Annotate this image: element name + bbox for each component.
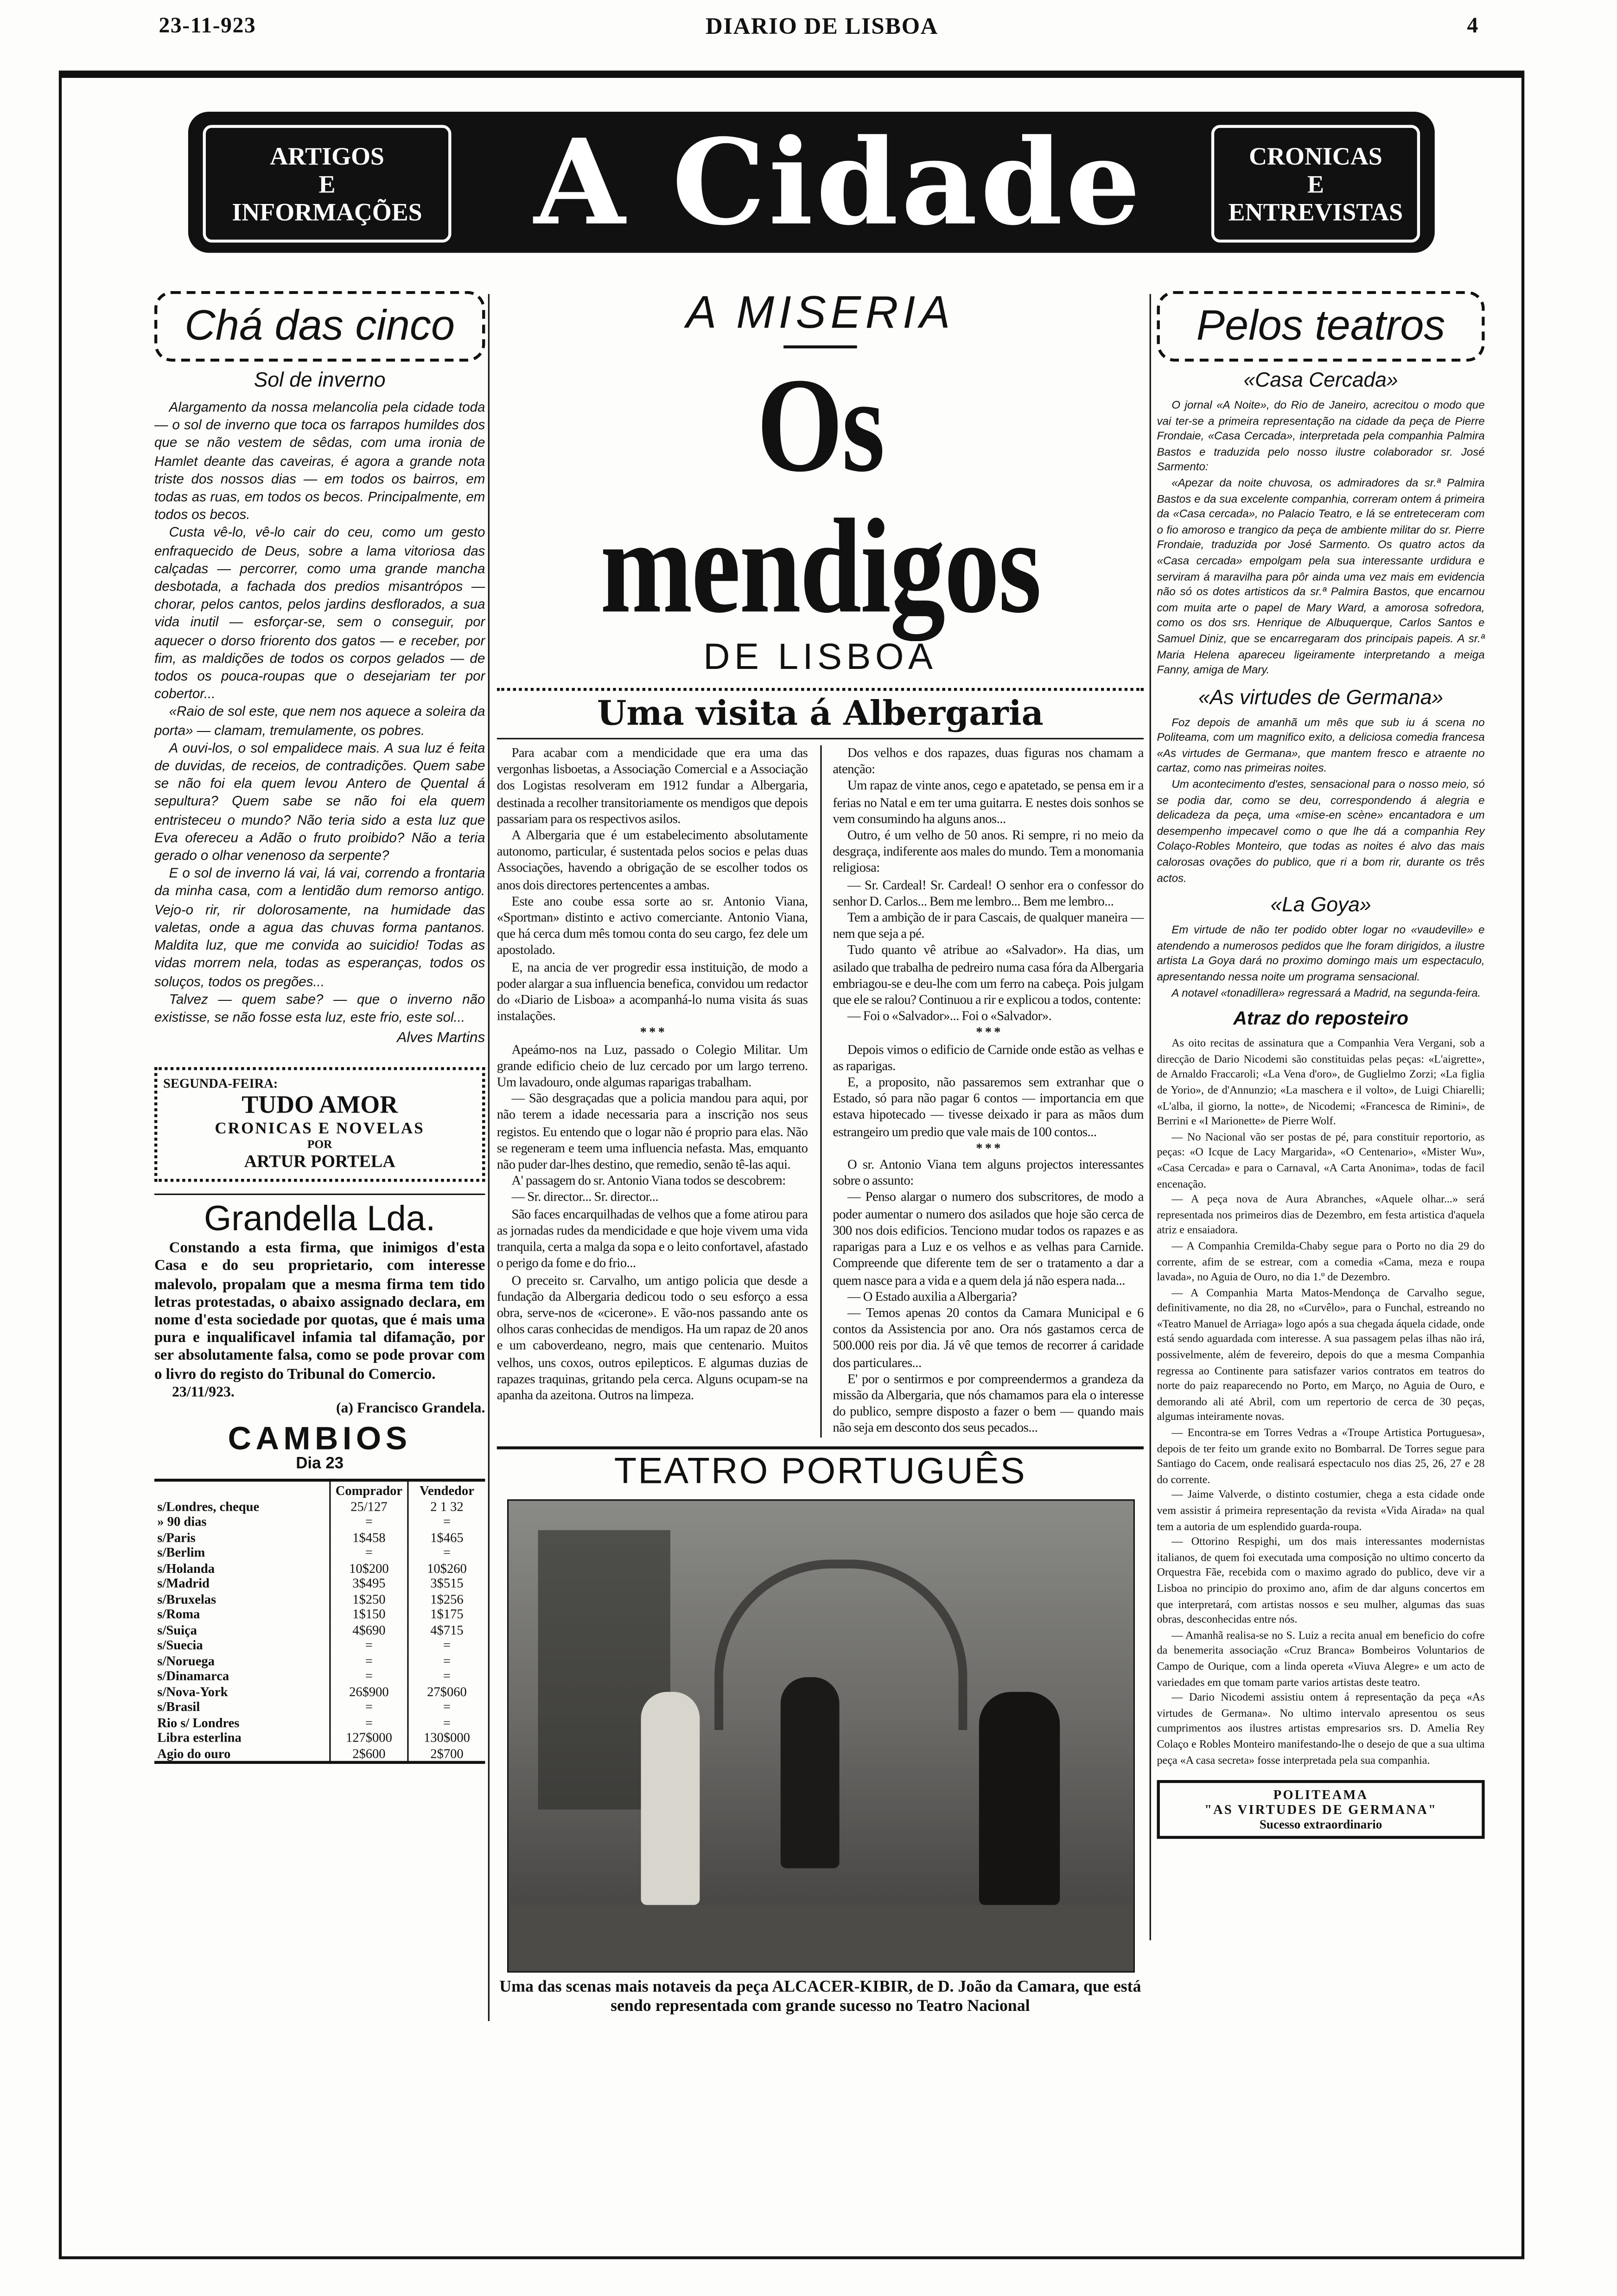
article-kicker: A MISERIA xyxy=(686,286,955,338)
paragraph: — Foi o «Salvador»... Foi o «Salvador». xyxy=(847,1009,1052,1024)
buy-rate-cell: 1$458 xyxy=(330,1530,408,1545)
table-row xyxy=(154,1684,485,1699)
sell-rate-cell: 27$060 xyxy=(408,1684,485,1699)
sell-rate-cell: 1$256 xyxy=(408,1591,485,1607)
currency-cell: s/Nova-York xyxy=(157,1684,228,1699)
center-column xyxy=(497,286,1144,2016)
table-row xyxy=(154,1591,485,1607)
table-row xyxy=(154,1545,485,1560)
section-banner xyxy=(188,112,1435,253)
currency-cell: s/Brasil xyxy=(157,1699,200,1715)
article-body xyxy=(154,398,485,1026)
issue-date: 23-11-923 xyxy=(159,14,256,38)
sell-rate-cell: 4$715 xyxy=(408,1622,485,1638)
table-row xyxy=(154,1715,485,1730)
buy-rate-cell: 4$690 xyxy=(330,1622,408,1638)
section-title: A Cidade xyxy=(534,113,1144,252)
currency-cell: s/Roma xyxy=(157,1607,200,1622)
banner-right-line: CRONICAS xyxy=(1249,141,1382,170)
author: Alves Martins xyxy=(397,1030,485,1047)
paragraph: — Sr. director... Sr. director... xyxy=(511,1189,659,1205)
currency-cell: s/Madrid xyxy=(157,1576,210,1591)
paragraph: — A peça nova de Aura Abranches, «Aquele olhar...» será representada nos primeiros dias de Dezembro, em festa artistica d'aquela atriz e ensaiadora. xyxy=(1157,1192,1485,1237)
table-body xyxy=(154,1499,485,1762)
headline: Os mendigos xyxy=(600,350,1041,641)
news-heading: Atraz do reposteiro xyxy=(1233,1007,1409,1030)
notice-date: 23/11/923. xyxy=(172,1384,235,1401)
divider xyxy=(154,1194,485,1195)
banner-right-line: ENTREVISTAS xyxy=(1228,197,1403,226)
buy-rate-cell: = xyxy=(330,1669,408,1684)
politeama-ad xyxy=(1157,1780,1484,1839)
paragraph: Depois vimos o edificio de Carnide onde estão as velhas e as raparigas. xyxy=(833,1042,1144,1073)
paragraph: — Dario Nicodemi assistiu ontem á representação da peça «As virtudes de Germana». No ultimo intervalo apresentou os seus cumprimentos aos ilustres artistas empresarios srs. D. Amelia Rey Colaço e Robles Monteiro manifestando-lhe o desejo de que a sua ultima peça «A casa secreta» fosse interpretada pela sua companhia. xyxy=(1157,1690,1485,1766)
paragraph: — Jaime Valverde, o distinto costumier, chega a esta cidade onde vem assistir á primeira representação da revista «Vida Airada» na qual tem a autoria de um esplendido guarda-roupa. xyxy=(1157,1488,1485,1533)
paragraph: A' passagem do sr. Antonio Viana todos se descobrem: xyxy=(511,1173,786,1188)
ad-subtitle: CRONICAS E NOVELAS xyxy=(215,1120,425,1138)
divider xyxy=(497,738,1144,739)
banner-left-line: ARTIGOS xyxy=(270,141,384,170)
table-row xyxy=(154,1730,485,1746)
paragraph: «Apezar da noite chuvosa, os admiradores da sr.ª Palmira Bastos e da sua excelente companhia, correram ontem á primeira da «Casa cercada», no Palacio Teatro, e lá se entreteceram com o fio amoroso e trangico da peça de ambiente militar do sr. Pierre Frondaie, traduzida por José Sarmento. Os quatro actos da «Casa cercada» empolgam pela sua interessante urdidura e serviram á maravilha para pôr ainda uma vez mais em evidencia não só os dotes artisticos da sr.ª Palmira Bastos, que encarnou com muita arte o papel de Mary Ward, a amorosa sofredora, como os dos srs. Henrique de Albuquerque, Carlos Santos e Samuel Diniz, que se encarregaram dos principais papeis. A sr.ª Maria Helena apareceu ligeiramente interpretando a meiga Fanny, amiga de Mary. xyxy=(1157,476,1485,676)
photo-caption: Uma das scenas mais notaveis da peça ALCACER-KIBIR, de D. João da Camara, que está sendo representada com grande sucesso no Teatro Nacional xyxy=(499,1978,1141,2015)
table-row xyxy=(154,1746,485,1762)
paragraph: «Raio de sol este, que nem nos aquece a soleira da porta» — clamam, tremulamente, os pobres. xyxy=(154,705,485,738)
paragraph: Este ano coube essa sorte ao sr. Antonio Viana, «Sportman» distinto e activo comerciante. Antonio Viana, que há cerca dum mês tomou conta do seu cargo, fez dele um apostolado. xyxy=(497,893,808,958)
notice-signature: (a) Francisco Grandela. xyxy=(336,1400,485,1417)
paragraph: — Ottorino Respighi, um dos mais interessantes modernistas italianos, de quem foi executada uma composição no ultimo concerto da Orquestra Fãe, recebida com o maximo agrado do publico, deve vir a Lisboa no principio do proximo ano, afim de dar alguns concertos em que interpretará, com artistas nossos e seu mulher, algumas das suas obras, desconhecidas entre nós. xyxy=(1157,1535,1485,1626)
news-body xyxy=(1157,923,1484,1001)
sell-rate-cell: 1$465 xyxy=(408,1530,485,1545)
currency-cell: » 90 dias xyxy=(157,1514,207,1529)
article-columns xyxy=(497,745,1144,1437)
paragraph: E, a proposito, não passaremos sem extranhar que o Estado, só para não pagar 6 contos — importancia em que estava hipotecado — tivesse deixado ir para as mãos dum estrangeiro um predio que vale mais de 100 contos... xyxy=(833,1075,1144,1139)
ad-by: POR xyxy=(307,1138,332,1151)
banner-right-box xyxy=(1211,125,1420,243)
paragraph: O sr. Antonio Viana tem alguns projectos interessantes sobre o assunto: xyxy=(833,1157,1144,1188)
paragraph: — Temos apenas 20 contos da Camara Municipal e 6 contos da Assistencia por ano. Ora nós gastamos cerca de 500.000 reis por dia. Já vê que temos de recorrer á caridade dos particulares... xyxy=(833,1305,1144,1369)
table-row xyxy=(154,1514,485,1530)
column-header: Comprador xyxy=(330,1480,408,1499)
book-ad xyxy=(154,1067,485,1182)
banner-left-box xyxy=(203,125,452,243)
sell-rate-cell: = xyxy=(408,1715,485,1730)
paragraph: Um rapaz de vinte anos, cego e apatetado, se pensa em ir a ferias no Natal e em ter uma guitarra. E nestes dois sonhos se vem consumindo ha alguns anos... xyxy=(833,778,1144,826)
table-row xyxy=(154,1653,485,1668)
photo-floor xyxy=(508,1904,1133,1971)
photo-arch xyxy=(713,1559,966,1730)
article-title: Sol de inverno xyxy=(254,367,386,391)
paragraph: — O Estado auxilia a Albergaria? xyxy=(847,1288,1017,1304)
banner-left-line: INFORMAÇÕES xyxy=(232,197,422,226)
news-body xyxy=(1157,398,1484,679)
currency-cell: s/Berlim xyxy=(157,1545,205,1560)
paragraph: * * * xyxy=(640,1025,665,1040)
paragraph: * * * xyxy=(976,1140,1001,1155)
buy-rate-cell: 25/127 xyxy=(330,1499,408,1514)
news-heading: «As virtudes de Germana» xyxy=(1198,684,1444,708)
paragraph: Foz depois de amanhã um mês que sub iu á scena no Politeama, com um magnifico exito, a deliciosa comedia francesa «As virtudes de Germana», que mantem fresco e atraente no cartaz, como nas primeiras noites. xyxy=(1157,715,1485,776)
currency-cell: s/Suiça xyxy=(157,1622,197,1637)
paragraph: — No Nacional vão ser postas de pé, para constituir reportorio, as peças: «O Icque de Lacy Margarida», «O Centenario», «Mister Wu», «Casa Cercada» e para o Carnaval, «A Carta Anonima», todas de facil encenação. xyxy=(1157,1130,1485,1190)
currency-cell: s/Paris xyxy=(157,1530,196,1545)
paragraph: Talvez — quem sabe? — que o inverno não existisse, se não fosse esta luz, este frio, este sol... xyxy=(154,992,485,1024)
buy-rate-cell: = xyxy=(330,1638,408,1653)
photo-title: TEATRO PORTUGUÊS xyxy=(614,1450,1026,1491)
paragraph: Um acontecimento d'estes, sensacional para o nosso meio, só se podia dar, como se deu, correspondendo á alegria e delicadeza da peça, uma «mise-en scène» encantadora e um desempenho impecavel como o que lhe dá a companhia Rey Colaço-Robles Monteiro, que todas as noites é alvo das mais calorosas ovações do publico, que ri a bom rir, durante os três actos. xyxy=(1157,777,1485,884)
paragraph: — A Companhia Cremilda-Chaby segue para o Porto no dia 29 do corrente, afim de se estrear, com a comedia «Cama, meza e roupa lavada», no Aguia de Ouro, no dia 1.º de Dezembro. xyxy=(1157,1239,1485,1284)
ad-play: "AS VIRTUDES DE GERMANA" xyxy=(1204,1802,1438,1817)
column-rule xyxy=(1150,294,1151,1940)
table-row xyxy=(154,1576,485,1591)
ad-title: TUDO AMOR xyxy=(242,1091,398,1119)
news-heading: «La Goya» xyxy=(1270,892,1371,916)
article-column-1 xyxy=(497,745,808,1437)
divider xyxy=(497,688,1144,691)
currency-cell: s/Holanda xyxy=(157,1560,215,1576)
right-column xyxy=(1157,291,1484,1839)
buy-rate-cell: 26$900 xyxy=(330,1684,408,1699)
news-body xyxy=(1157,715,1484,887)
sell-rate-cell: 1$175 xyxy=(408,1607,485,1622)
cambios-title: CAMBIOS xyxy=(228,1419,412,1456)
paragraph: E o sol de inverno lá vai, lá vai, correndo a frontaria da minha casa, com a lentidão dum remorso antigo. Vejo-o rir, rir dolorosamente, na humidade das valetas, onde a agua das chuvas forma pantanos. Maldita luz, que me convida ao suicidio! Todas as vidas morrem nela, todas as esperanças, todos os soluços, todos os pregões... xyxy=(154,866,485,989)
divider xyxy=(783,345,857,348)
ad-author: ARTUR PORTELA xyxy=(244,1151,395,1172)
headline-secondary: DE LISBOA xyxy=(703,636,937,678)
paragraph: — Penso alargar o numero dos subscritores, de modo a poder aumentar o numero dos asilados que hoje são cerca de 300 nos dois edificios. Tenciono mudar todos os rapazes e as raparigas para a Luz e os velhos e as velhas para Carnide. Compreende que diferente tem de ser o tratamento a dar a quem nasce para a vida e a quem dela já não espera nada... xyxy=(833,1189,1144,1287)
sell-rate-cell: = xyxy=(408,1653,485,1668)
news-heading: «Casa Cercada» xyxy=(1243,367,1398,391)
paragraph: Apeámo-nos na Luz, passado o Colegio Militar. Um grande edificio cheio de luz cercado por um largo terreno. Um lavadouro, onde algumas raparigas trabalham. xyxy=(497,1042,808,1089)
currency-cell: s/Noruega xyxy=(157,1653,215,1668)
currency-cell: Libra esterlina xyxy=(157,1730,242,1745)
table-row xyxy=(154,1530,485,1545)
paragraph: A notavel «tonadillera» regressará a Madrid, na segunda-feira. xyxy=(1171,986,1481,999)
buy-rate-cell: = xyxy=(330,1514,408,1530)
sell-rate-cell: = xyxy=(408,1699,485,1715)
photo-figure xyxy=(640,1691,699,1904)
paragraph: Dos velhos e dos rapazes, duas figuras nos chamam a atenção: xyxy=(833,745,1144,776)
sell-rate-cell: 2$700 xyxy=(408,1746,485,1762)
paragraph: Tem a ambição de ir para Cascais, de qualquer maneira — nem que seja a pé. xyxy=(833,909,1144,941)
subheadline: Uma visita á Albergaria xyxy=(597,693,1044,734)
ad-day: SEGUNDA-FEIRA: xyxy=(163,1076,278,1091)
currency-cell: s/Londres, cheque xyxy=(157,1499,260,1514)
buy-rate-cell: 3$495 xyxy=(330,1576,408,1591)
table-row xyxy=(154,1499,485,1514)
newspaper-name: DIARIO DE LISBOA xyxy=(706,14,938,40)
column-rule xyxy=(488,294,490,2021)
paragraph: O jornal «A Noite», do Rio de Janeiro, acrecitou o modo que vai ter-se a primeira representação na cidade da peça de Pierre Frondaie, «Casa Cercada», interpretada pela companhia Palmira Bastos e traduzida pelo nosso ilustre colaborador sr. José Sarmento: xyxy=(1157,398,1485,474)
paragraph: Alargamento da nossa melancolia pela cidade toda — o sol de inverno que toca os farrapos humildes dos que se não vestem de sêdas, com uma ironia de Hamlet deante das caveiras, é agora a grande nota triste dos nossos dias — em todos os bairros, em todas as ruas, em todos os becos. Principalmente, em todos os becos. xyxy=(154,400,485,522)
currency-cell: s/Dinamarca xyxy=(157,1668,229,1684)
sell-rate-cell: 10$260 xyxy=(408,1561,485,1576)
paragraph: — A Companhia Marta Matos-Mendonça de Carvalho segue, definitivamente, no dia 28, no «Curvêlo», para o Funchal, estreando no «Teatro Manuel de Arriaga» logo após a sua chegada áquela cidade, onde está sendo aguardada com interesse. A sua passagem pelas ilhas não irá, possivelmente, além de fevereiro, depois do que a mesma Companhia regressa ao Continente para satisfazer varios contratos em teatros do norte do paiz reaparecendo no Porto, em Março, no Aguia de Ouro, e demorando ali até Abril, com um repertorio de cerca de 30 peças, algumas inteiramente novas. xyxy=(1157,1285,1485,1424)
buy-rate-cell: 127$000 xyxy=(330,1730,408,1746)
currency-cell: s/Bruxelas xyxy=(157,1591,216,1606)
left-column xyxy=(154,291,485,1764)
buy-rate-cell: 1$150 xyxy=(330,1607,408,1622)
currency-cell: Rio s/ Londres xyxy=(157,1715,240,1730)
column-header xyxy=(154,1480,330,1499)
buy-rate-cell: = xyxy=(330,1715,408,1730)
paragraph: Tudo quanto vê atribue ao «Salvador». Ha dias, um asilado que trabalha de pedreiro numa casa fóra da Albergaria embriagou-se e deu-lhe com um ferro na cabeça. Pois julgam que ele se ralou? Continuou a rir e explicou a todos, contente: xyxy=(833,942,1144,1007)
buy-rate-cell: 2$600 xyxy=(330,1746,408,1762)
notice-title: Grandella Lda. xyxy=(204,1199,436,1240)
paragraph: As oito recitas de assinatura que a Companhia Vera Vergani, sob a direcção de Dario Nicodemi são constituidas pelas peças: «L'aigrette», de Arnaldo Fraccaroli; «La Vena d'oro», de Guglielmo Zorzi; «La figlia de Yorio», de d'Annunzio; «La maschera e il volto», de Luigi Chiarelli; «L'alba, il giorno, la notte», de Nicodemi; «Francesca de Rimini», de Berrini e «I Marionette» de Pierre Wolf. xyxy=(1157,1037,1485,1128)
paragraph: A Albergaria que é um estabelecimento absolutamente autonomo, particular, é sustentada pelos socios e pelas duas Associações, havendo a obrigação de se escolher todos os anos dois directores pertencentes a ambas. xyxy=(497,827,808,892)
buy-rate-cell: 10$200 xyxy=(330,1561,408,1576)
notice-body: Constando a esta firma, que inimigos d'esta Casa e do seu proprietario, com interesse malevolo, propalam que a mesma firma tem tido letras protestadas, o abaixo assignado declara, em nome d'esta sociedade por quotas, que é mais uma pura e inqualificavel infamia tal difamação, por ser absolutamente falsa, como se pode provar com o livro do registo do Tribunal do Comercio. xyxy=(154,1240,485,1383)
paragraph: Em virtude de não ter podido obter logar no «vaudeville» e atendendo a numerosos pedidos que lhe foram dirigidos, a ilustre artista La Goya dará no proximo domingo mais um espectaculo, apresentando nessa noite um programa sensacional. xyxy=(1157,923,1485,984)
column-heading: Chá das cinco xyxy=(154,291,485,362)
sell-rate-cell: 2 1 32 xyxy=(408,1499,485,1514)
paragraph: Custa vê-lo, vê-lo cair do ceu, como um gesto enfraquecido de Deus, sobre a lama vitoriosa das calçadas — percorrer, como uma grande mancha desbotada, a fachada dos predios misantrópos — chorar, pelos cantos, pelos jardins desflorados, a sua vida inutil — esforçar-se, sem o conseguir, por aquecer o dorso friorento dos gatos — e receber, por fim, as maldições de todos os corpos gelados — de todos os pouca-roupas que o desejariam ter por cobertor... xyxy=(154,525,485,702)
currency-cell: s/Suecia xyxy=(157,1638,203,1653)
buy-rate-cell: 1$250 xyxy=(330,1591,408,1607)
buy-rate-cell: = xyxy=(330,1545,408,1560)
cambios-subtitle: Dia 23 xyxy=(296,1455,344,1473)
table-row xyxy=(154,1669,485,1684)
column-rule xyxy=(820,745,821,1437)
theatre-photo xyxy=(506,1499,1134,1972)
sell-rate-cell: = xyxy=(408,1638,485,1653)
sell-rate-cell: = xyxy=(408,1669,485,1684)
article-column-2 xyxy=(833,745,1144,1437)
column-heading: Pelos teatros xyxy=(1157,291,1484,362)
paragraph: — Encontra-se em Torres Vedras a «Troupe Artistica Portuguesa», depois de ter feito um grande exito no Bombarral. De Torres segue para Santiago do Cacem, onde realisará espectaculo nos dias 25, 26, 27 e 28 do corrente. xyxy=(1157,1425,1485,1486)
ad-note: Sucesso extraordinario xyxy=(1259,1817,1382,1832)
theatre-news xyxy=(1157,368,1484,1768)
currency-cell: Agio do ouro xyxy=(157,1746,231,1761)
paragraph: * * * xyxy=(976,1025,1001,1040)
paragraph: — São desgraçadas que a policia mandou para aqui, por não terem a idade necessaria para a inscrição nos seus registos. Eu entendo que o logar não é proprio para elas. Não se regeneram e teem uma influencia nefasta. Mas, emquanto não puder dar-lhes destino, que remedio, senão tê-las aqui. xyxy=(497,1091,808,1172)
sell-rate-cell: = xyxy=(408,1514,485,1530)
column-header: Vendedor xyxy=(408,1480,485,1499)
exchange-rates-table xyxy=(154,1478,485,1764)
paragraph: — Sr. Cardeal! Sr. Cardeal! O senhor era o confessor do senhor D. Carlos... Bem me lembro... Bem me lembro... xyxy=(833,877,1144,909)
table-row xyxy=(154,1638,485,1653)
table-row xyxy=(154,1622,485,1638)
paragraph: Outro, é um velho de 50 anos. Ri sempre, ri no meio da desgraça, indiferente aos males do mundo. Tem a monomania religiosa: xyxy=(833,827,1144,876)
page-number: 4 xyxy=(1467,14,1479,38)
table-row xyxy=(154,1607,485,1622)
photo-figure xyxy=(978,1691,1059,1904)
sell-rate-cell: = xyxy=(408,1545,485,1560)
paragraph: E' por o sentirmos e por compreendermos a grandeza da missão da Albergaria, que nós chamamos para ela o interesse do publico, sempre disposto a fazer o bem — quando mais não seja em desconto dos seus pecados... xyxy=(833,1371,1144,1435)
table-row xyxy=(154,1699,485,1715)
table-row xyxy=(154,1561,485,1576)
ad-venue: POLITEAMA xyxy=(1273,1787,1369,1802)
buy-rate-cell: = xyxy=(330,1699,408,1715)
photo-figure xyxy=(780,1677,839,1868)
paragraph: Para acabar com a mendicidade que era uma das vergonhas lisboetas, a Associação Comercial e a Associação dos Logistas resolveram em 1912 fundar a Albergaria, destinada a recolher transitoriamente os mendigos que depois passariam para os respectivos asilos. xyxy=(497,745,808,826)
sell-rate-cell: 3$515 xyxy=(408,1576,485,1591)
paragraph: O preceito sr. Carvalho, um antigo policia que desde a fundação da Albergaria dedicou todo o seu esforço a essa obra, serve-nos de «cicerone». E vão-nos passando ante os olhos caras conhecidas de mendigos. Ha um rapaz de 20 anos e um caboverdeano, negro, mais que centenario. Muitos velhos, uns coxos, outros epilepticos. E algumas duzias de rapazes traquinas, gritando pela cerca. Alguns ocupam-se na apanha da azeitona. Outros na limpeza. xyxy=(497,1272,808,1402)
paragraph: — Amanhã realisa-se no S. Luiz a recita anual em beneficio do cofre da benemerita associação «Cruz Branca» Bombeiros Voluntarios de Campo de Ourique, com a linda opereta «Viuva Alegre» e um acto de variedades em que tomam parte varios artistas deste teatro. xyxy=(1157,1628,1485,1688)
paragraph: E, na ancia de ver progredir essa instituição, de modo a poder alargar a sua influencia benefica, convidou um redactor do «Diario de Lisboa» a acompanhá-lo numa visita ás suas instalações. xyxy=(497,959,808,1024)
sell-rate-cell: 130$000 xyxy=(408,1730,485,1746)
banner-left-line: E xyxy=(318,170,336,198)
buy-rate-cell: = xyxy=(330,1653,408,1668)
news-body xyxy=(1157,1037,1484,1768)
paragraph: A ouvi-los, o sol empalidece mais. A sua luz é feita de duvidas, de receios, de contradições. Quem sabe se não foi ela quem levou Antero de Quental á sepultura? Quem sabe se não foi ela quem entristeceu o mundo? Não teria sido a esta luz que Eva ofereceu a Adão o fruto proibido? Não a teria gerado o olhar venenoso da serpente? xyxy=(154,740,485,863)
paragraph: São faces encarquilhadas de velhos que a fome atirou para as jornadas rudes da mendicidade e que hoje vivem uma vida tranquila, certa a malga da sopa e o leito confortavel, afastado o perigo da fome e do frio... xyxy=(497,1206,808,1271)
banner-right-line: E xyxy=(1307,170,1324,198)
